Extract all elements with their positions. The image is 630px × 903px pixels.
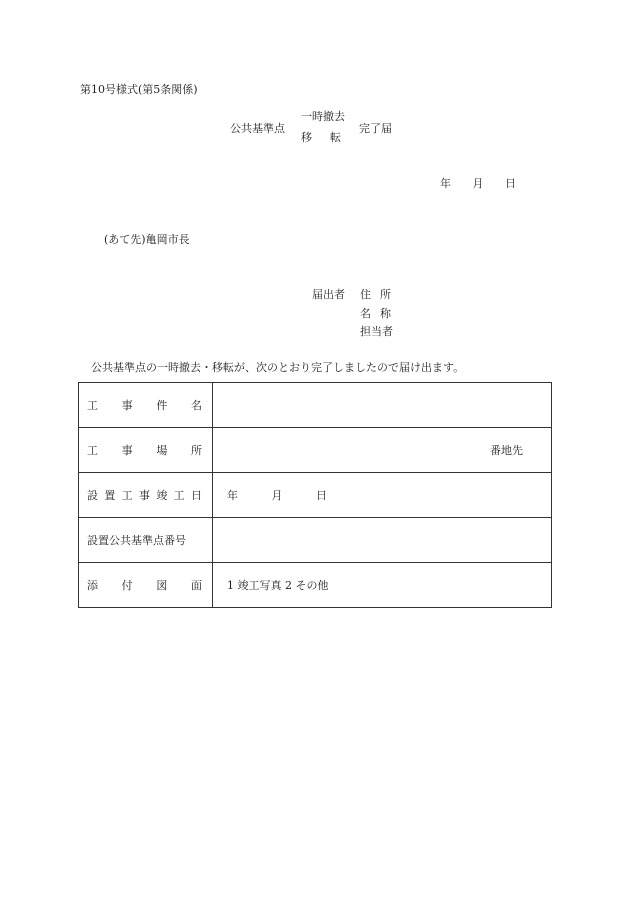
completion-date-field[interactable]: 年 月 日: [213, 473, 552, 518]
applicant-label: 届出者: [312, 288, 345, 301]
row-label-completion-date: 設置工事竣工日: [79, 473, 213, 518]
table-row: [79, 473, 552, 518]
title-option-relocation: 移転: [301, 131, 359, 144]
banchi-suffix: 番地先: [490, 444, 523, 457]
reference-point-number-field[interactable]: [213, 518, 552, 563]
address-label: 住所: [360, 288, 400, 301]
info-table: [78, 382, 552, 608]
work-name-field[interactable]: [213, 383, 552, 428]
table-row: [79, 563, 552, 608]
title-prefix: 公共基準点: [230, 122, 285, 135]
title-option-temporary-removal: 一時撤去: [301, 110, 345, 123]
table-row: [79, 383, 552, 428]
form-number: 第10号様式(第5条関係): [80, 83, 198, 96]
table-row: [79, 428, 552, 473]
addressee: (あて先)亀岡市長: [104, 233, 190, 246]
statement: 公共基準点の一時撤去・移転が、次のとおり完了しましたので届け出ます。: [91, 361, 465, 374]
work-location-field[interactable]: [213, 428, 552, 473]
row-label-work-name: 工事件名: [79, 383, 213, 428]
attachments-field: 1 竣工写真 2 その他: [213, 563, 552, 608]
row-label-attachments: 添付図面: [79, 563, 213, 608]
row-label-work-location: 工事場所: [79, 428, 213, 473]
submission-date: 年 月 日: [440, 177, 516, 190]
title-suffix: 完了届: [359, 122, 392, 135]
row-label-reference-point-number: 設置公共基準点番号: [79, 518, 213, 563]
name-label: 名称: [360, 307, 400, 320]
person-in-charge-label: 担当者: [360, 325, 393, 338]
table-row: [79, 518, 552, 563]
